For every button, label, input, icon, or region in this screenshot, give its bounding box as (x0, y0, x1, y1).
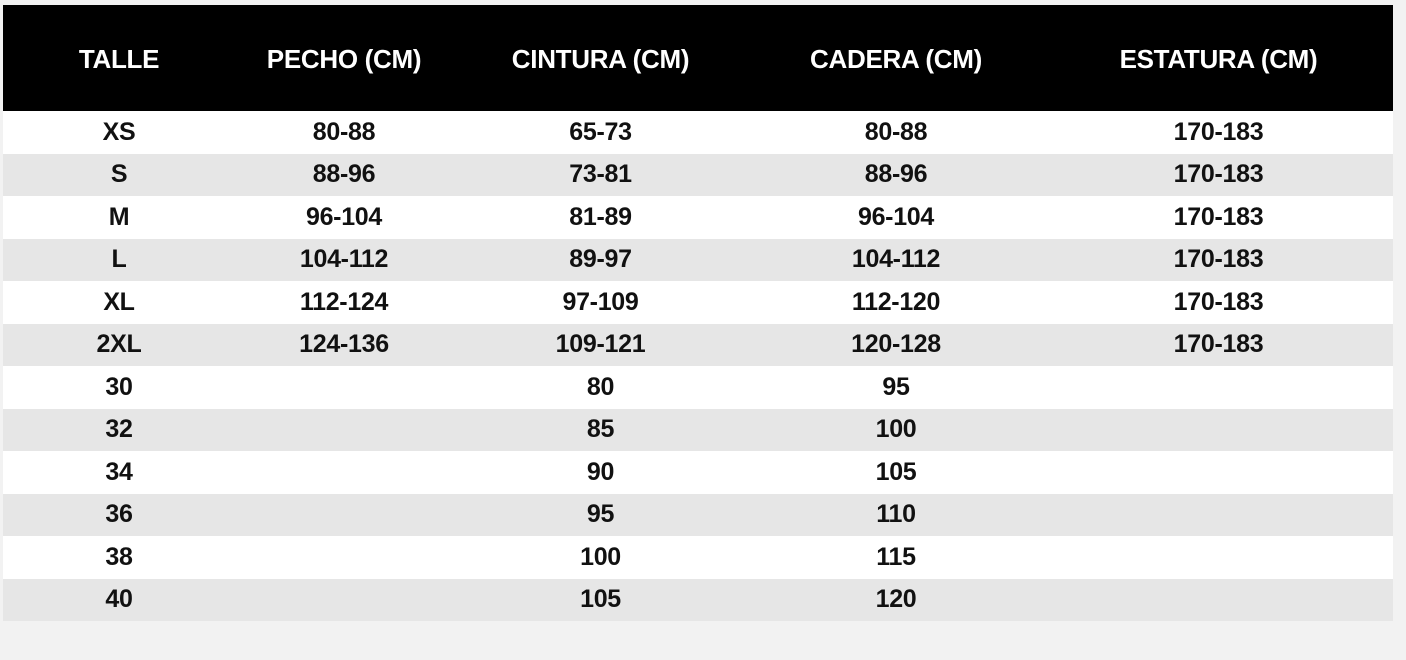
cell-cintura: 95 (586, 500, 615, 529)
cell-cadera: 105 (875, 457, 917, 486)
header-row (3, 5, 1393, 111)
table-row (3, 579, 1393, 622)
cell-pecho (235, 451, 453, 494)
table-row (3, 281, 1393, 324)
cell-estatura (1044, 451, 1393, 494)
cell-estatura (1044, 579, 1393, 622)
cell-talle: 40 (105, 585, 133, 614)
cell-cadera: 110 (876, 500, 916, 529)
table-row (3, 324, 1393, 367)
cell-cintura: 85 (586, 415, 615, 444)
cell-pecho: 112-124 (299, 287, 389, 316)
table-row (3, 451, 1393, 494)
cell-estatura: 170-183 (1173, 117, 1264, 146)
cell-talle: L (111, 245, 127, 274)
cell-pecho: 88-96 (312, 160, 376, 189)
cell-cadera: 120 (875, 585, 917, 614)
cell-cintura: 90 (586, 457, 615, 486)
cell-cintura: 65-73 (569, 117, 632, 146)
cell-talle: 36 (105, 500, 133, 529)
cell-estatura (1044, 409, 1393, 452)
cell-cadera: 95 (882, 372, 910, 401)
header-estatura: ESTATURA (CM) (1119, 43, 1318, 74)
cell-pecho (235, 494, 453, 537)
cell-pecho (235, 366, 453, 409)
table-row (3, 154, 1393, 197)
cell-cintura: 105 (580, 585, 621, 614)
cell-talle: S (110, 160, 128, 189)
size-table (3, 5, 1393, 621)
cell-cadera: 80-88 (864, 117, 928, 146)
cell-cintura: 81-89 (569, 202, 632, 231)
header-cadera: CADERA (CM) (810, 43, 982, 74)
cell-pecho: 80-88 (312, 117, 376, 146)
cell-estatura (1044, 536, 1393, 579)
cell-pecho (235, 579, 453, 622)
cell-cadera: 115 (876, 542, 916, 571)
cell-talle: 30 (105, 372, 133, 401)
table-row (3, 536, 1393, 579)
table-row (3, 196, 1393, 239)
table-row (3, 239, 1393, 282)
cell-pecho: 124-136 (299, 330, 389, 359)
cell-talle: 32 (105, 415, 133, 444)
cell-talle: M (108, 202, 130, 231)
cell-cintura: 89-97 (569, 245, 632, 274)
cell-pecho: 96-104 (305, 202, 383, 231)
cell-cadera: 88-96 (864, 160, 928, 189)
header-talle: TALLE (78, 43, 160, 74)
cell-talle: 38 (105, 542, 133, 571)
cell-cadera: 112-120 (851, 287, 941, 316)
cell-talle: 2XL (96, 330, 142, 359)
cell-cadera: 104-112 (851, 245, 941, 274)
header-pecho: PECHO (CM) (266, 43, 422, 74)
table-row (3, 366, 1393, 409)
cell-cadera: 96-104 (857, 202, 935, 231)
cell-cadera: 120-128 (851, 330, 941, 359)
cell-estatura: 170-183 (1173, 245, 1264, 274)
cell-pecho (235, 409, 453, 452)
table-body (3, 111, 1393, 621)
cell-estatura (1044, 494, 1393, 537)
cell-pecho: 104-112 (299, 245, 389, 274)
cell-cintura: 100 (580, 542, 621, 571)
cell-talle: XL (103, 287, 135, 316)
table-row (3, 494, 1393, 537)
cell-cintura: 73-81 (569, 160, 632, 189)
cell-talle: 34 (105, 457, 133, 486)
cell-cintura: 97-109 (562, 287, 639, 316)
cell-cadera: 100 (875, 415, 917, 444)
cell-estatura: 170-183 (1173, 330, 1264, 359)
cell-estatura: 170-183 (1173, 287, 1264, 316)
table-header (3, 5, 1393, 111)
table-row (3, 409, 1393, 452)
cell-talle: XS (102, 117, 136, 146)
cell-cintura: 109-121 (555, 330, 646, 359)
table-row (3, 111, 1393, 154)
cell-cintura: 80 (586, 372, 615, 401)
cell-estatura (1044, 366, 1393, 409)
cell-estatura: 170-183 (1173, 160, 1264, 189)
cell-pecho (235, 536, 453, 579)
cell-estatura: 170-183 (1173, 202, 1264, 231)
header-cintura: CINTURA (CM) (511, 43, 690, 74)
